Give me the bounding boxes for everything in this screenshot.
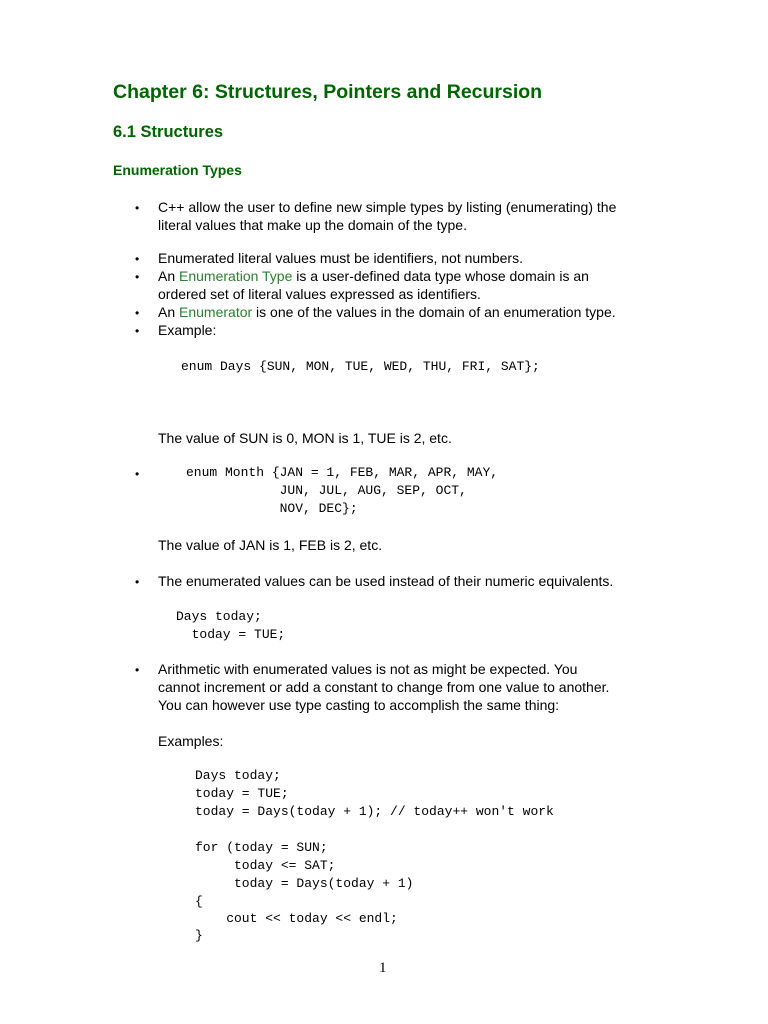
bullet-text: Example: xyxy=(158,322,217,338)
bullet-text-line xyxy=(158,303,616,321)
bullet-text-line xyxy=(158,267,589,285)
code-example-line: today = TUE; xyxy=(195,786,289,801)
text-prefix: An xyxy=(158,304,180,320)
code-example-line: today = Days(today + 1) xyxy=(195,876,414,891)
bullet-text-line: literal values that make up the domain of the type. xyxy=(158,217,467,233)
bullet-text-line: Arithmetic with enumerated values is not as might be expected. You xyxy=(158,661,578,677)
code-enum-days: enum Days {SUN, MON, TUE, WED, THU, FRI, SAT}; xyxy=(181,359,540,374)
bullet-text-line: You can however use type casting to accomplish the same thing: xyxy=(158,697,560,713)
code-enum-month-line: JUN, JUL, AUG, SEP, OCT, xyxy=(186,483,467,498)
bullet-text-line: ordered set of literal values expressed as identifiers. xyxy=(158,286,481,302)
bullet-icon: • xyxy=(135,663,140,677)
text-suffix: is a user-defined data type whose domain is an xyxy=(292,268,589,284)
code-example-line: Days today; xyxy=(195,768,281,783)
bullet-text: Enumerated literal values must be identifiers, not numbers. xyxy=(158,250,523,266)
code-enum-month-line: enum Month {JAN = 1, FEB, MAR, APR, MAY, xyxy=(186,465,499,480)
jan-value-text: The value of JAN is 1, FEB is 2, etc. xyxy=(158,537,383,553)
bullet-text-line: cannot increment or add a constant to change from one value to another. xyxy=(158,679,610,695)
bullet-icon: • xyxy=(135,201,140,215)
text-suffix: is one of the values in the domain of an enumeration type. xyxy=(252,304,616,320)
code-example-line: { xyxy=(195,894,203,909)
examples-label: Examples: xyxy=(158,733,224,749)
bullet-icon: • xyxy=(135,575,140,589)
enumerator-term: Enumerator xyxy=(179,304,253,320)
code-today-line: today = TUE; xyxy=(176,627,286,642)
code-enum-month-line: NOV, DEC}; xyxy=(186,501,358,516)
code-example-line: } xyxy=(195,928,203,943)
bullet-text-line: C++ allow the user to define new simple types by listing (enumerating) the xyxy=(158,199,617,215)
bullet-icon: • xyxy=(135,324,140,338)
text-prefix: An xyxy=(158,268,180,284)
chapter-title: Chapter 6: Structures, Pointers and Recursion xyxy=(113,81,543,103)
bullet-icon: • xyxy=(135,252,140,266)
code-example-line: today = Days(today + 1); // today++ won't work xyxy=(195,804,554,819)
code-example-line: for (today = SUN; xyxy=(195,840,328,855)
subsection-title: Enumeration Types xyxy=(113,162,242,178)
page-number: 1 xyxy=(379,960,387,976)
code-today-line: Days today; xyxy=(176,609,262,624)
bullet-icon: • xyxy=(135,306,140,320)
bullet-icon: • xyxy=(135,467,140,481)
code-example-line: today <= SAT; xyxy=(195,858,336,873)
sun-value-text: The value of SUN is 0, MON is 1, TUE is 2, etc. xyxy=(158,430,452,446)
bullet-icon: • xyxy=(135,270,140,284)
bullet-text: The enumerated values can be used instead of their numeric equivalents. xyxy=(158,573,614,589)
code-example-line: cout << today << endl; xyxy=(195,911,398,926)
enumeration-type-term: Enumeration Type xyxy=(179,268,293,284)
section-title: 6.1 Structures xyxy=(113,123,224,141)
